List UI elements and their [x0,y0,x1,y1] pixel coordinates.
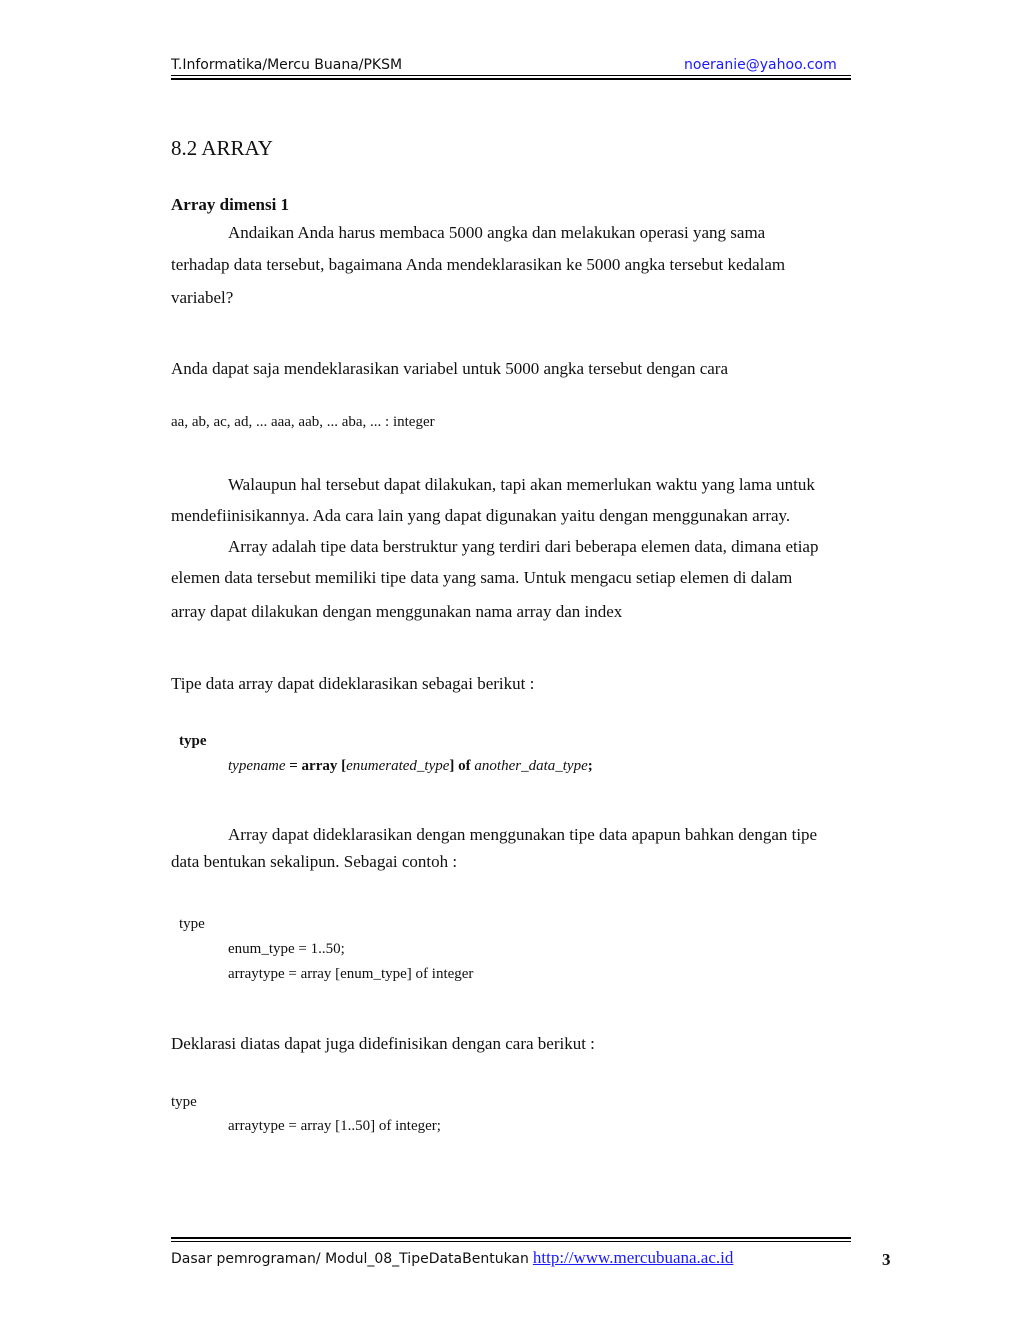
para5-line1: Array dapat dideklarasikan dengan menggunakan tipe data apapun bahkan dengan tipe [228,825,818,844]
header-rule-thick [171,78,851,80]
footer-text: Dasar pemrograman/ Modul_08_TipeDataBentukan [171,1251,529,1267]
para3-line4: elemen data tersebut memiliki tipe data yang sama. Untuk mengacu setiap elemen di dalam [171,568,793,587]
code1: aa, ab, ac, ad, ... aaa, aab, ... aba, ... : integer [171,414,435,430]
para1-line2: terhadap data tersebut, bagaimana Anda mendeklarasikan ke 5000 angka tersebut kedalam [171,255,786,274]
syntax-typename: typename [228,758,286,774]
footer-rule-thin [171,1241,851,1242]
section-title: 8.2 ARRAY [171,136,273,160]
syntax-array-keyword: array [301,758,338,774]
para5-line2: data bentukan sekalipun. Sebagai contoh : [171,852,458,871]
header-rule-thin [171,75,851,76]
footer-line [171,1248,733,1268]
syntax-type-keyword: type [179,733,207,749]
para3-line2: mendefiinisikannya. Ada cara lain yang dapat digunakan yaitu dengan menggunakan array. [171,506,791,525]
subheading: Array dimensi 1 [171,195,290,214]
header-email-link[interactable]: noeranie@yahoo.com [684,57,837,73]
para3-line3: Array adalah tipe data berstruktur yang terdiri dari beberapa elemen data, dimana etiap [228,537,819,556]
para3-line5: array dapat dilakukan dengan menggunakan nama array dan index [171,602,623,621]
para1-line3: variabel? [171,288,234,307]
para6: Deklarasi diatas dapat juga didefinisikan dengan cara berikut : [171,1034,595,1053]
code2-line1: type [179,916,205,932]
code2-line2: enum_type = 1..50; [228,941,345,957]
syntax-another-data-type: another_data_type [474,758,588,774]
para1-line1: Andaikan Anda harus membaca 5000 angka dan melakukan operasi yang sama [228,223,766,242]
page-number: 3 [882,1250,891,1269]
code3-line1: type [171,1094,197,1110]
syntax-equals: = [285,758,302,774]
syntax-close-bracket: ] [449,758,459,774]
para3-line1: Walaupun hal tersebut dapat dilakukan, tapi akan memerlukan waktu yang lama untuk [228,475,815,494]
footer-rule-thick [171,1237,851,1239]
para4: Tipe data array dapat dideklarasikan sebagai berikut : [171,674,535,693]
syntax-open-bracket: [ [337,758,347,774]
syntax-declaration [228,758,593,775]
code2-line3: arraytype = array [enum_type] of integer [228,966,474,982]
header-left: T.Informatika/Mercu Buana/PKSM [171,57,403,73]
para2: Anda dapat saja mendeklarasikan variabel untuk 5000 angka tersebut dengan cara [171,359,728,378]
syntax-of-keyword: of [458,758,471,774]
syntax-enumerated-type: enumerated_type [346,758,450,774]
code3-line2: arraytype = array [1..50] of integer; [228,1118,441,1134]
syntax-semicolon: ; [587,758,593,774]
footer-url-link[interactable]: http://www.mercubuana.ac.id [532,1248,734,1267]
